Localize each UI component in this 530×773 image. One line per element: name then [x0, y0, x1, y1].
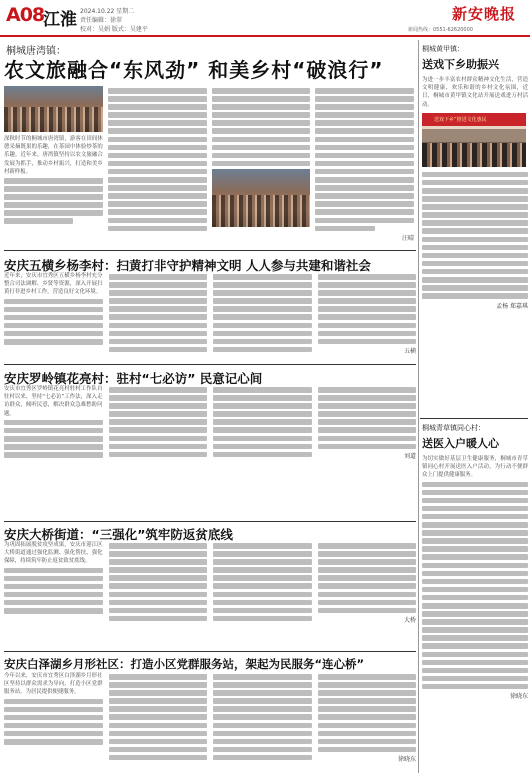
lead-article-body [4, 86, 414, 244]
article-text: 安庆市宜秀区罗岭镇花亮村驻村工作队自驻村以来，坚持“七必访”工作法，深入走访群众，倾听民意，解决群众急难愁盼问题。 [4, 386, 103, 417]
article-headline: 安庆大桥街道：“三强化”筑牢防返贫底线 [4, 527, 233, 542]
side-headline: 送医入户暖人心 [422, 437, 499, 450]
article-text: 今年以来，安庆市宜秀区白泽湖乡月形社区坚持以群众需求为导向，打造小区党群服务站，为居民提供便捷服务。 [4, 673, 103, 696]
article-headline: 安庆罗岭镇花亮村：驻村“七必访” 民意记心间 [4, 371, 263, 386]
issue-date: 2024.10.22 星期二 [80, 8, 135, 15]
article-headline: 安庆五横乡杨李村：扫黄打非守护精神文明 人人参与共建和谐社会 [4, 258, 371, 273]
side-byline: 孟杨 郑嘉琪 [496, 302, 528, 310]
lead-kicker: 桐城唐湾镇： [6, 46, 66, 57]
article-divider [4, 364, 416, 365]
photo-banner: 送戏下乡”推进文化惠民 [434, 116, 487, 123]
issue-info [80, 7, 148, 34]
lead-headline: 农文旅融合“东风劲” 和美乡村“破浪行” [4, 58, 384, 82]
side-text: 为切实做好基层卫生健康服务，桐城市青草镇同心村开展送医入户活动，为行动不便群众上门提供健康服务。 [422, 456, 528, 479]
article-byline: 大桥 [403, 617, 416, 625]
article-body [4, 272, 416, 360]
article-byline: 刘道 [403, 453, 416, 461]
article-divider [4, 651, 416, 652]
column-separator [418, 40, 419, 773]
article-divider [4, 521, 416, 522]
side-divider [420, 418, 528, 419]
article-byline: 徐晓东 [397, 756, 416, 764]
side-kicker: 桐城青草镇同心村： [422, 424, 485, 432]
article-body [4, 541, 416, 646]
issue-proof: 校对：吴娟 版式：吴建平 [80, 26, 148, 33]
side-article [422, 44, 528, 420]
article-body [4, 672, 416, 770]
page-number: A08 [6, 4, 45, 26]
lead-photo [4, 86, 103, 132]
article-divider [4, 250, 416, 251]
side-byline: 徐晓东 [509, 693, 528, 701]
issue-editor: 责任编辑：徐翠 [80, 17, 123, 24]
article-headline: 安庆白泽湖乡月形社区：打造小区党群服务站，架起为民服务“连心桥” [4, 657, 365, 671]
lead-photo-2 [212, 169, 311, 227]
contact-line: 新闻热线：0551-62620000 [408, 27, 473, 33]
side-photo [422, 113, 526, 167]
newspaper-logo: 新安晚报 [452, 5, 517, 23]
article-text: 为巩固拓展脱贫攻坚成果，安庆市迎江区大桥街道通过强化监测、强化帮扶、强化保障，持续筑牢防止返贫致贫底线。 [4, 542, 103, 565]
side-headline: 送戏下乡助振兴 [422, 58, 499, 71]
article-byline: 五横 [403, 348, 416, 356]
lead-text: 深秋时节的桐城市唐湾镇，游客在田间休憩采摘既果的乐趣，在茶园中体验炒茶的乐趣。近年来，唐湾镇坚持以农文旅融合发展为抓手，推动乡村振兴，打造和美乡村新样板。 [4, 136, 103, 175]
article-text: 近年来，安庆市宜秀区五横乡杨李村充分整合司法调解、乡贤等资源，深入开展扫黄打非进乡村工作，营造良好文化环境。 [4, 273, 103, 296]
side-text: 为进一步丰富农村群众精神文化生活，营造文明健康、欢乐和谐的乡村文化氛围，近日，桐城市黄甲镇文化站开展送戏进万村活动。 [422, 77, 528, 108]
section-name: 江淮 [43, 10, 77, 30]
side-article [422, 423, 528, 771]
article-body [4, 385, 416, 467]
header-rule [0, 35, 530, 37]
page-header [0, 0, 530, 38]
lead-byline: 汪晴 [401, 235, 414, 243]
side-kicker: 桐城黄甲镇： [422, 45, 464, 53]
